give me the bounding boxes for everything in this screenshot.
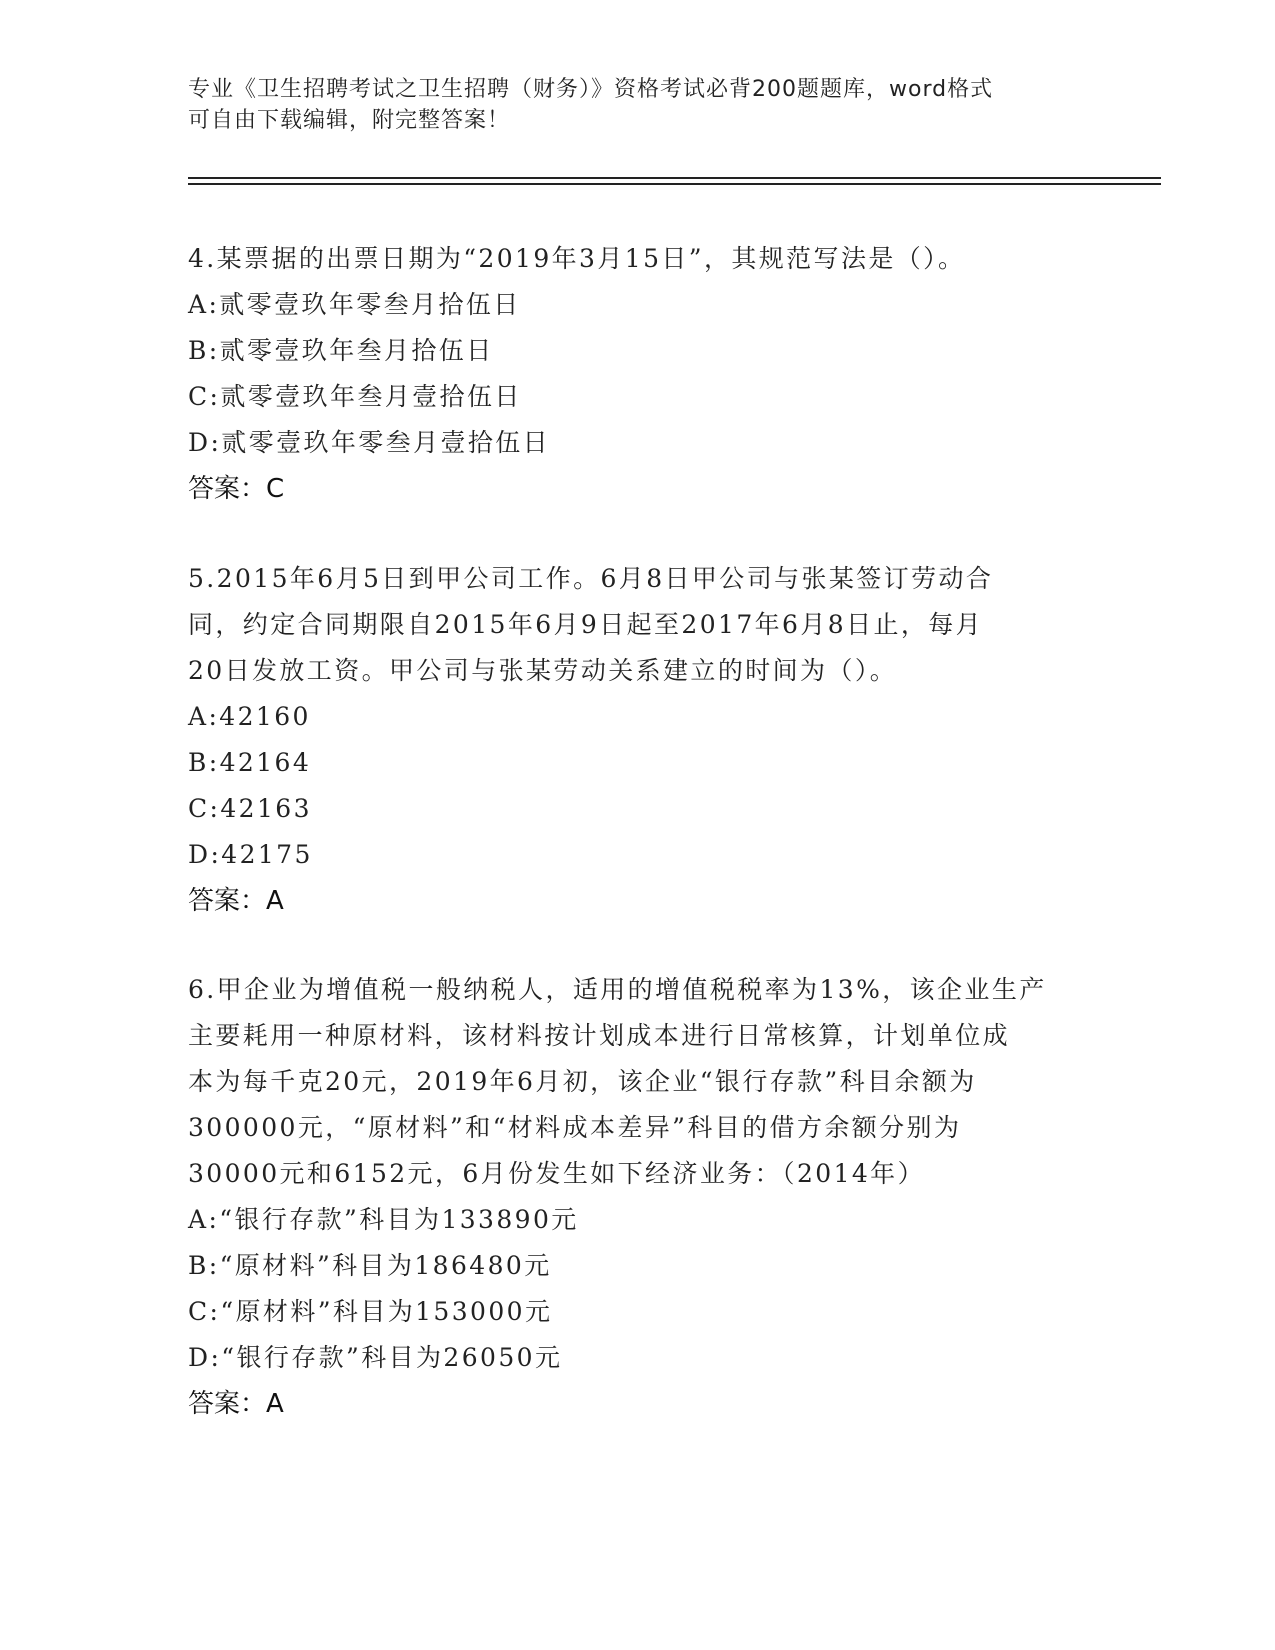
question-text-line: 本为每千克20元，2019年6月初，该企业“银行存款”科目余额为 — [188, 1067, 977, 1096]
header-divider-bottom — [188, 183, 1161, 185]
document-header — [188, 74, 1088, 136]
answer-label: 答案：C — [188, 474, 285, 504]
answer-label: 答案：A — [188, 1389, 284, 1419]
question-text-line: 30000元和6152元，6月份发生如下经济业务：（2014年） — [188, 1159, 925, 1188]
question-text-line: 20日发放工资。甲公司与张某劳动关系建立的时间为（）。 — [188, 656, 898, 685]
header-title-line-2: 可自由下载编辑，附完整答案！ — [188, 108, 511, 133]
option-d: D:42175 — [188, 840, 313, 869]
question-5 — [188, 556, 1088, 924]
option-b: B:42164 — [188, 748, 312, 777]
option-b: B:贰零壹玖年叁月拾伍日 — [188, 336, 494, 365]
option-a: A:贰零壹玖年零叁月拾伍日 — [188, 290, 521, 319]
question-text-line: 6.甲企业为增值税一般纳税人，适用的增值税税率为13%，该企业生产 — [188, 975, 1047, 1004]
option-a: A:“银行存款”科目为133890元 — [188, 1205, 579, 1234]
option-d: D:“银行存款”科目为26050元 — [188, 1343, 563, 1372]
header-divider-top — [188, 177, 1161, 179]
option-c: C:42163 — [188, 794, 312, 823]
answer-label: 答案：A — [188, 886, 284, 916]
question-text-line: 4.某票据的出票日期为“2019年3月15日”，其规范写法是（）。 — [188, 244, 966, 273]
question-4 — [188, 236, 1088, 512]
question-6 — [188, 967, 1088, 1427]
option-a: A:42160 — [188, 702, 311, 731]
option-d: D:贰零壹玖年零叁月壹拾伍日 — [188, 428, 551, 457]
question-text-line: 主要耗用一种原材料，该材料按计划成本进行日常核算，计划单位成 — [188, 1021, 1011, 1050]
option-b: B:“原材料”科目为186480元 — [188, 1251, 552, 1280]
question-text-line: 300000元，“原材料”和“材料成本差异”科目的借方余额分别为 — [188, 1113, 962, 1142]
option-c: C:贰零壹玖年叁月壹拾伍日 — [188, 382, 522, 411]
question-text-line: 5.2015年6月5日到甲公司工作。6月8日甲公司与张某签订劳动合 — [188, 564, 994, 593]
question-text-line: 同，约定合同期限自2015年6月9日起至2017年6月8日止，每月 — [188, 610, 984, 639]
option-c: C:“原材料”科目为153000元 — [188, 1297, 553, 1326]
header-title-line-1: 专业《卫生招聘考试之卫生招聘（财务）》资格考试必背200题题库，word格式 — [188, 77, 994, 102]
